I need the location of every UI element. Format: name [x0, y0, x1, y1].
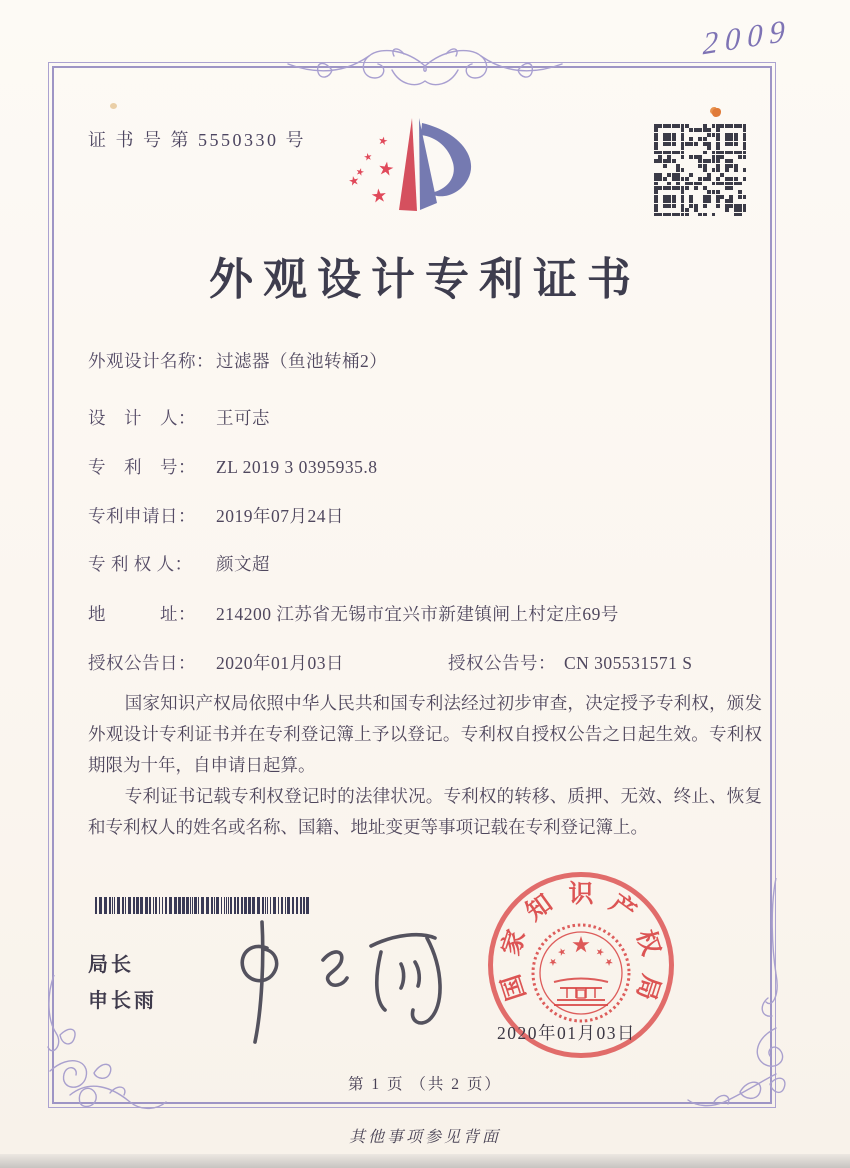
field-design-name [88, 348, 387, 373]
field-value: 2019年07月24日 [216, 506, 344, 526]
field-label: 专 利 号： [88, 457, 196, 477]
qr-code [654, 124, 747, 217]
page-number: 第 1 页 （共 2 页） [348, 1076, 502, 1093]
legal-paragraph-1: 国家知识产权局依照中华人民共和国专利法经过初步审查，决定授予专利权，颁发外观设计专利证书并在专利登记簿上予以登记。专利权自授权公告之日起生效。专利权期限为十年，自申请日起算。 [88, 693, 762, 775]
page-title: 外观设计专利证书 [209, 255, 641, 304]
field-value: CN 305531571 S [564, 653, 693, 673]
field-label: 外观设计名称： [88, 351, 214, 371]
field-value: 过滤器（鱼池转桶2） [216, 351, 388, 371]
official-name: 申长雨 [88, 990, 157, 1012]
field-grant-number [448, 650, 693, 675]
legal-paragraph-2: 专利证书记载专利权登记时的法律状况。专利权的转移、质押、无效、终止、恢复和专利权人的姓名或名称、国籍、地址变更等事项记载在专利登记簿上。 [88, 786, 762, 837]
field-patent-number [88, 454, 377, 479]
handwritten-note: 2009 [702, 11, 793, 62]
scan-edge [0, 1154, 850, 1168]
field-patentee [88, 551, 270, 576]
field-value: 颜文超 [216, 554, 270, 574]
seal-date: 2020年01月03日 [497, 1023, 636, 1043]
field-label: 授权公告日： [88, 653, 196, 673]
field-value: 214200 江苏省无锡市宜兴市新建镇闸上村定庄69号 [216, 604, 619, 624]
paper-speck [110, 103, 117, 109]
field-value: ZL 2019 3 0395935.8 [216, 457, 378, 477]
national-emblem-icon [529, 921, 633, 1025]
seal-arc-text: 国 家 知 识 产 权 局 [497, 881, 665, 1003]
field-value: 2020年01月03日 [216, 653, 344, 673]
certificate-number: 证 书 号 第 5550330 号 [88, 130, 306, 150]
field-grant-row [88, 650, 762, 675]
field-label: 地 址： [88, 604, 196, 624]
field-value: 王可志 [216, 408, 270, 428]
official-title: 局长 [88, 954, 134, 976]
field-label: 设 计 人： [88, 408, 196, 428]
cnipa-logo-icon [338, 106, 508, 236]
field-designer [88, 405, 270, 430]
signature-handwriting-icon [205, 908, 445, 1048]
back-note: 其他事项参见背面 [348, 1129, 501, 1146]
field-filing-date [88, 503, 344, 528]
field-label: 专 利 权 人： [88, 554, 193, 574]
field-address [88, 601, 619, 626]
field-label: 专利申请日： [88, 506, 196, 526]
legal-text [88, 688, 762, 843]
field-label: 授权公告号： [448, 653, 556, 673]
